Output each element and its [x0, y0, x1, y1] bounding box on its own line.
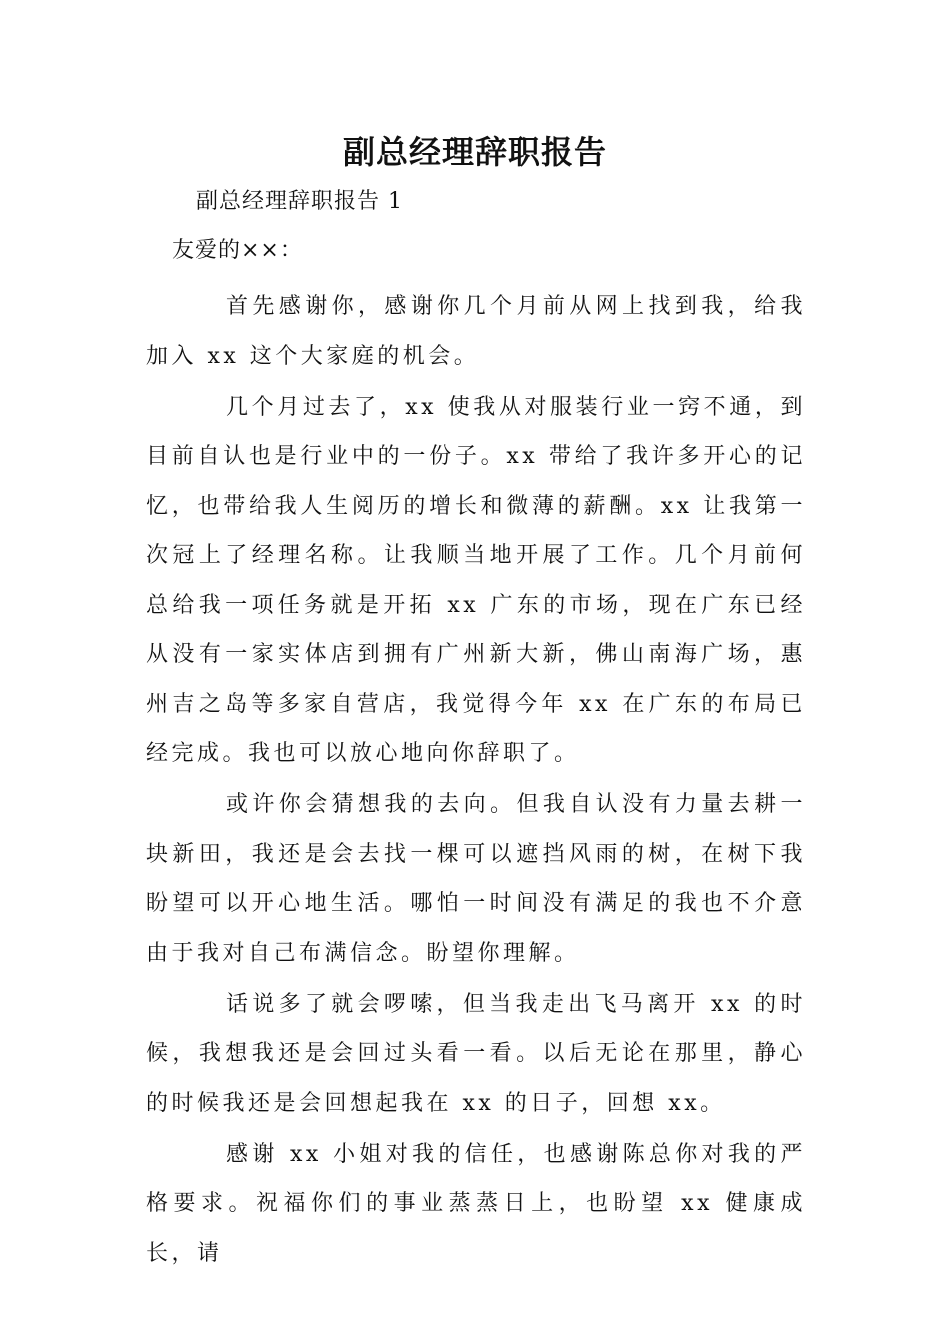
paragraph: 几个月过去了，xx 使我从对服装行业一窍不通，到目前自认也是行业中的一份子。xx 带给了我许多开心的记忆，也带给我人生阅历的增长和微薄的薪酬。xx 让我第一次冠上了经理名称。让我顺当地开展了工作。几个月前何总给我一项任务就是开拓 xx 广东的市场，现在广东已经从没有一家实体店到拥有广州新大新，佛山南海广场，惠州吉之岛等多家自营店，我觉得今年 xx 在广东的布局已经完成。我也可以放心地向你辞职了。	[146, 394, 806, 766]
document-title: 副总经理辞职报告	[342, 133, 607, 171]
salutation: 友爱的××：	[172, 238, 303, 263]
document-subtitle: 副总经理辞职报告 1	[196, 189, 403, 214]
paragraph: 话说多了就会啰嗦，但当我走出飞马离开 xx 的时候，我想我还是会回过头看一看。以后无论在那里，静心的时候我还是会回想起我在 xx 的日子，回想 xx。	[146, 991, 806, 1116]
paragraph: 首先感谢你，感谢你几个月前从网上找到我，给我加入 xx 这个大家庭的机会。	[146, 294, 806, 369]
paragraph: 或许你会猜想我的去向。但我自认没有力量去耕一块新田，我还是会去找一棵可以遮挡风雨的树，在树下我盼望可以开心地生活。哪怕一时间没有满足的我也不介意由于我对自己布满信念。盼望你理解。	[146, 792, 806, 966]
letter-body	[146, 282, 806, 1280]
paragraph: 感谢 xx 小姐对我的信任，也感谢陈总你对我的严格要求。祝福你们的事业蒸蒸日上，也盼望 xx 健康成长，请	[146, 1141, 806, 1266]
